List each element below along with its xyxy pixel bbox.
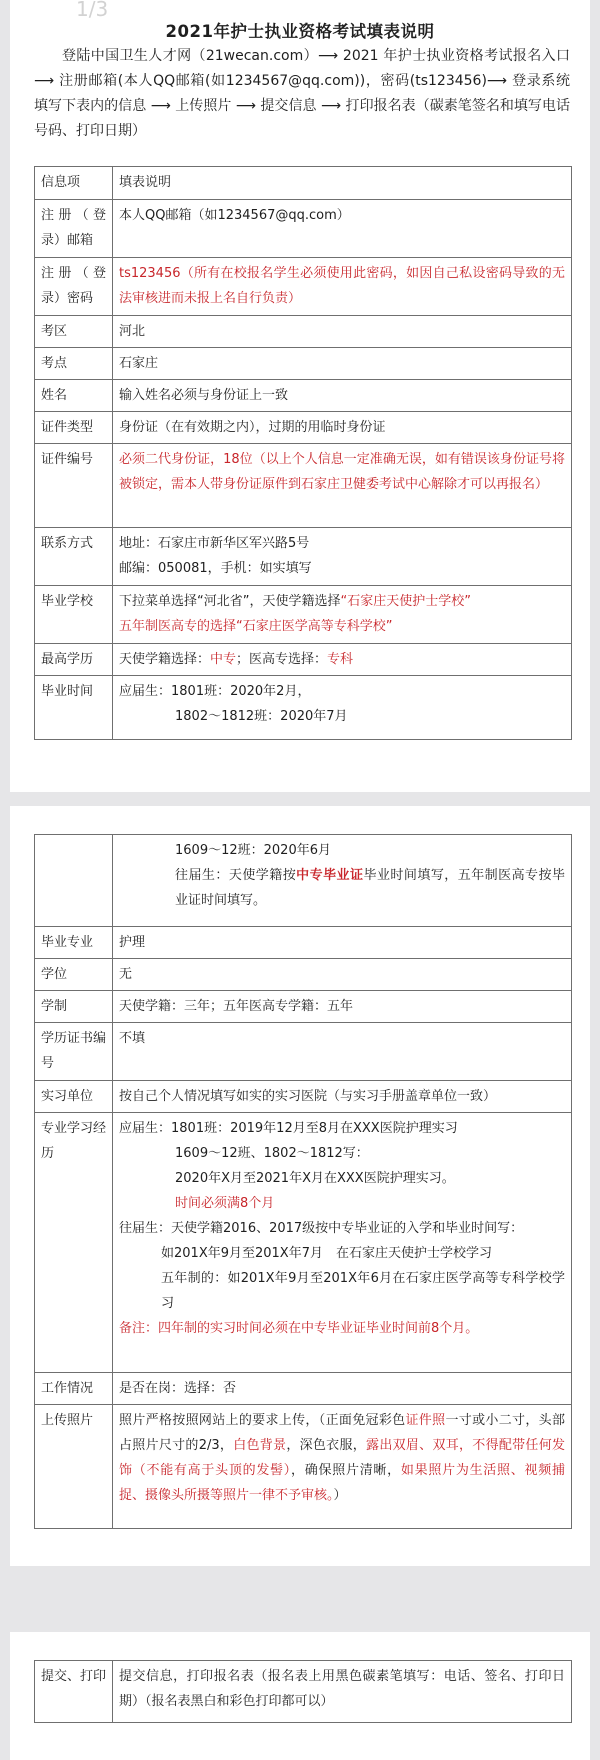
row-desc: 无	[113, 959, 572, 991]
row-desc: 护理	[113, 927, 572, 959]
contact-address: 地址：石家庄市新华区军兴路5号	[119, 536, 310, 551]
school-line-1	[119, 589, 565, 614]
row-desc: 提交信息，打印报名表（报名表上用黑色碳素笔填写：电话、签名、打印日期）（报名表黑白和彩色打印都可以）	[113, 1661, 572, 1723]
photo-text-3: 一寸或小二寸，头部占照片尺寸的2/3，	[119, 1413, 565, 1453]
row-label: 专业学习经历	[35, 1113, 113, 1373]
instructions-table-1	[34, 166, 572, 740]
education-text-3: ；医高专选择：	[236, 652, 328, 667]
photo-text-1: 照片严格按照网站上的要求上传，（正面免冠彩色	[119, 1413, 406, 1428]
grad-cont-text-2: 中专毕业证	[296, 868, 364, 883]
row-label: 实习单位	[35, 1081, 113, 1113]
row-desc	[113, 1405, 572, 1529]
education-text-1: 天使学籍选择：	[119, 652, 211, 667]
photo-text-4: 白色背景	[233, 1438, 287, 1453]
row-desc	[113, 835, 572, 927]
row-label: 证件类型	[35, 412, 113, 444]
intern-exp-line-1: 应届生：1801班：2019年12月至8月在XXX医院护理实习	[119, 1121, 458, 1136]
grad-time-line-1: 应届生：1801班：2020年2月，	[119, 684, 311, 699]
education-text-2: 中专	[210, 652, 237, 667]
row-label: 学制	[35, 991, 113, 1023]
row-label: 考点	[35, 348, 113, 380]
photo-text-8: 如果照片为生活照、视频捕捉、摄像头所摄等照片一律不予审核。	[119, 1463, 565, 1503]
document-page-2	[10, 806, 590, 1566]
row-desc: 按自己个人情况填写如实的实习医院（与实习手册盖章单位一致）	[113, 1081, 572, 1113]
row-label: 提交、打印	[35, 1661, 113, 1723]
row-label: 毕业学校	[35, 586, 113, 644]
table-row	[35, 348, 572, 380]
table-row	[35, 200, 572, 258]
row-desc: 输入姓名必须与身份证上一致	[113, 380, 572, 412]
row-label: 姓名	[35, 380, 113, 412]
table-row	[35, 1661, 572, 1723]
row-desc: 本人QQ邮箱（如1234567@qq.com）	[113, 200, 572, 258]
row-desc: 河北	[113, 316, 572, 348]
table-row	[35, 644, 572, 676]
grad-time-line-2: 1802～1812班：2020年7月	[175, 709, 348, 724]
row-label: 考区	[35, 316, 113, 348]
grad-cont-text-1: 往届生：天使学籍按	[175, 868, 297, 883]
row-label: 联系方式	[35, 528, 113, 586]
grad-cont-line-1: 1609～12班：2020年6月	[175, 843, 331, 858]
table-row	[35, 835, 572, 927]
table-row	[35, 1113, 572, 1373]
table-row	[35, 316, 572, 348]
id-number-text-1: 必须二代身份证，	[119, 452, 224, 467]
page-indicator: 1/3	[76, 0, 109, 21]
row-label-blank	[35, 835, 113, 927]
row-label: 学位	[35, 959, 113, 991]
row-desc: 是否在岗：选择：否	[113, 1373, 572, 1405]
table-row	[35, 1405, 572, 1529]
id-number-text-2: 18位	[223, 452, 253, 467]
document-page-3	[10, 1632, 590, 1760]
grad-cont-line-2	[119, 863, 565, 913]
table-row	[35, 586, 572, 644]
grad-cont-text-3: 毕业时间填写，五年制医高专按毕业证时间填写。	[175, 868, 565, 908]
row-label: 学历证书编号	[35, 1023, 113, 1081]
photo-text-7: ，确保照片清晰，	[291, 1463, 401, 1478]
intern-exp-line-6: 如201X年9月至201X年7月 在石家庄天使护士学校学习	[161, 1246, 492, 1261]
school-text-2: “石家庄天使护士学校”	[340, 594, 471, 609]
intern-exp-line-8: 备注：四年制的实习时间必须在中专毕业证毕业时间前8个月。	[119, 1321, 479, 1336]
table-row	[35, 167, 572, 200]
id-number-text-3: （以上个人信息一定准确无误，如有错误该身份证号将被锁定，需本人带身份证原件到石家庄卫健委考试中心解除才可以再报名）	[119, 452, 565, 492]
intern-exp-line-3: 2020年X月至2021年X月在XXX医院护理实习。	[175, 1171, 455, 1186]
table-row	[35, 528, 572, 586]
contact-postcode: 邮编：050081，手机：如实填写	[119, 561, 312, 576]
row-desc	[113, 1113, 572, 1373]
table-row	[35, 1023, 572, 1081]
row-label: 证件编号	[35, 444, 113, 528]
row-desc: ts123456（所有在校报名学生必须使用此密码，如因自己私设密码导致的无法审核进而未报上名自行负责）	[113, 258, 572, 316]
document-title: 2021年护士执业资格考试填表说明	[165, 22, 435, 41]
table-row	[35, 676, 572, 740]
row-desc	[113, 528, 572, 586]
row-desc	[113, 444, 572, 528]
row-desc: 天使学籍：三年；五年医高专学籍：五年	[113, 991, 572, 1023]
intern-exp-line-7: 五年制的：如201X年9月至201X年6月在石家庄医学高等专科学校学习	[161, 1271, 565, 1311]
instructions-table-2	[34, 834, 572, 1529]
instructions-table-3	[34, 1660, 572, 1723]
row-label: 毕业专业	[35, 927, 113, 959]
table-row	[35, 412, 572, 444]
row-desc: 不填	[113, 1023, 572, 1081]
school-line-2: 五年制医高专的选择“石家庄医学高等专科学校”	[119, 619, 393, 634]
photo-text-6: 露出双眉、双耳，不得配带任何发饰（不能有高于头顶的发髻）	[119, 1438, 565, 1478]
intern-exp-line-2: 1609～12班、1802～1812写：	[175, 1146, 369, 1161]
row-label: 注册（登录）邮箱	[35, 200, 113, 258]
photo-text-5: ，深色衣服，	[286, 1438, 367, 1453]
education-text-4: 专科	[327, 652, 354, 667]
intern-exp-line-5: 往届生：天使学籍2016、2017级按中专毕业证的入学和毕业时间写：	[119, 1221, 524, 1236]
intern-exp-line-4: 时间必须满8个月	[175, 1196, 275, 1211]
document-page-1	[10, 0, 590, 792]
row-label: 工作情况	[35, 1373, 113, 1405]
table-row	[35, 991, 572, 1023]
table-row	[35, 380, 572, 412]
row-label: 毕业时间	[35, 676, 113, 740]
table-row	[35, 258, 572, 316]
row-desc	[113, 586, 572, 644]
row-label: 上传照片	[35, 1405, 113, 1529]
table-row	[35, 959, 572, 991]
row-desc: 身份证（在有效期之内），过期的用临时身份证	[113, 412, 572, 444]
table-row	[35, 927, 572, 959]
table-row	[35, 1373, 572, 1405]
photo-text-9: ）	[333, 1488, 347, 1503]
table-row	[35, 1081, 572, 1113]
intro-paragraph: 登陆中国卫生人才网（21wecan.com）⟶ 2021 年护士执业资格考试报名入口 ⟶ 注册邮箱(本人QQ邮箱(如1234567@qq.com))，密码(ts123456)⟶ 登录系统填写下表内的信息 ⟶ 上传照片 ⟶ 提交信息 ⟶ 打印报名表（碳素笔签名和填写电话号码、打印日期）	[34, 48, 570, 139]
row-desc	[113, 676, 572, 740]
row-label: 最高学历	[35, 644, 113, 676]
row-desc	[113, 644, 572, 676]
row-label: 注册（登录）密码	[35, 258, 113, 316]
header-label: 信息项	[35, 167, 113, 200]
header-desc: 填表说明	[113, 167, 572, 200]
row-desc: 石家庄	[113, 348, 572, 380]
table-row	[35, 444, 572, 528]
school-text-1: 下拉菜单选择“河北省”，天使学籍选择	[119, 594, 341, 609]
photo-text-2: 证件照	[405, 1413, 446, 1428]
